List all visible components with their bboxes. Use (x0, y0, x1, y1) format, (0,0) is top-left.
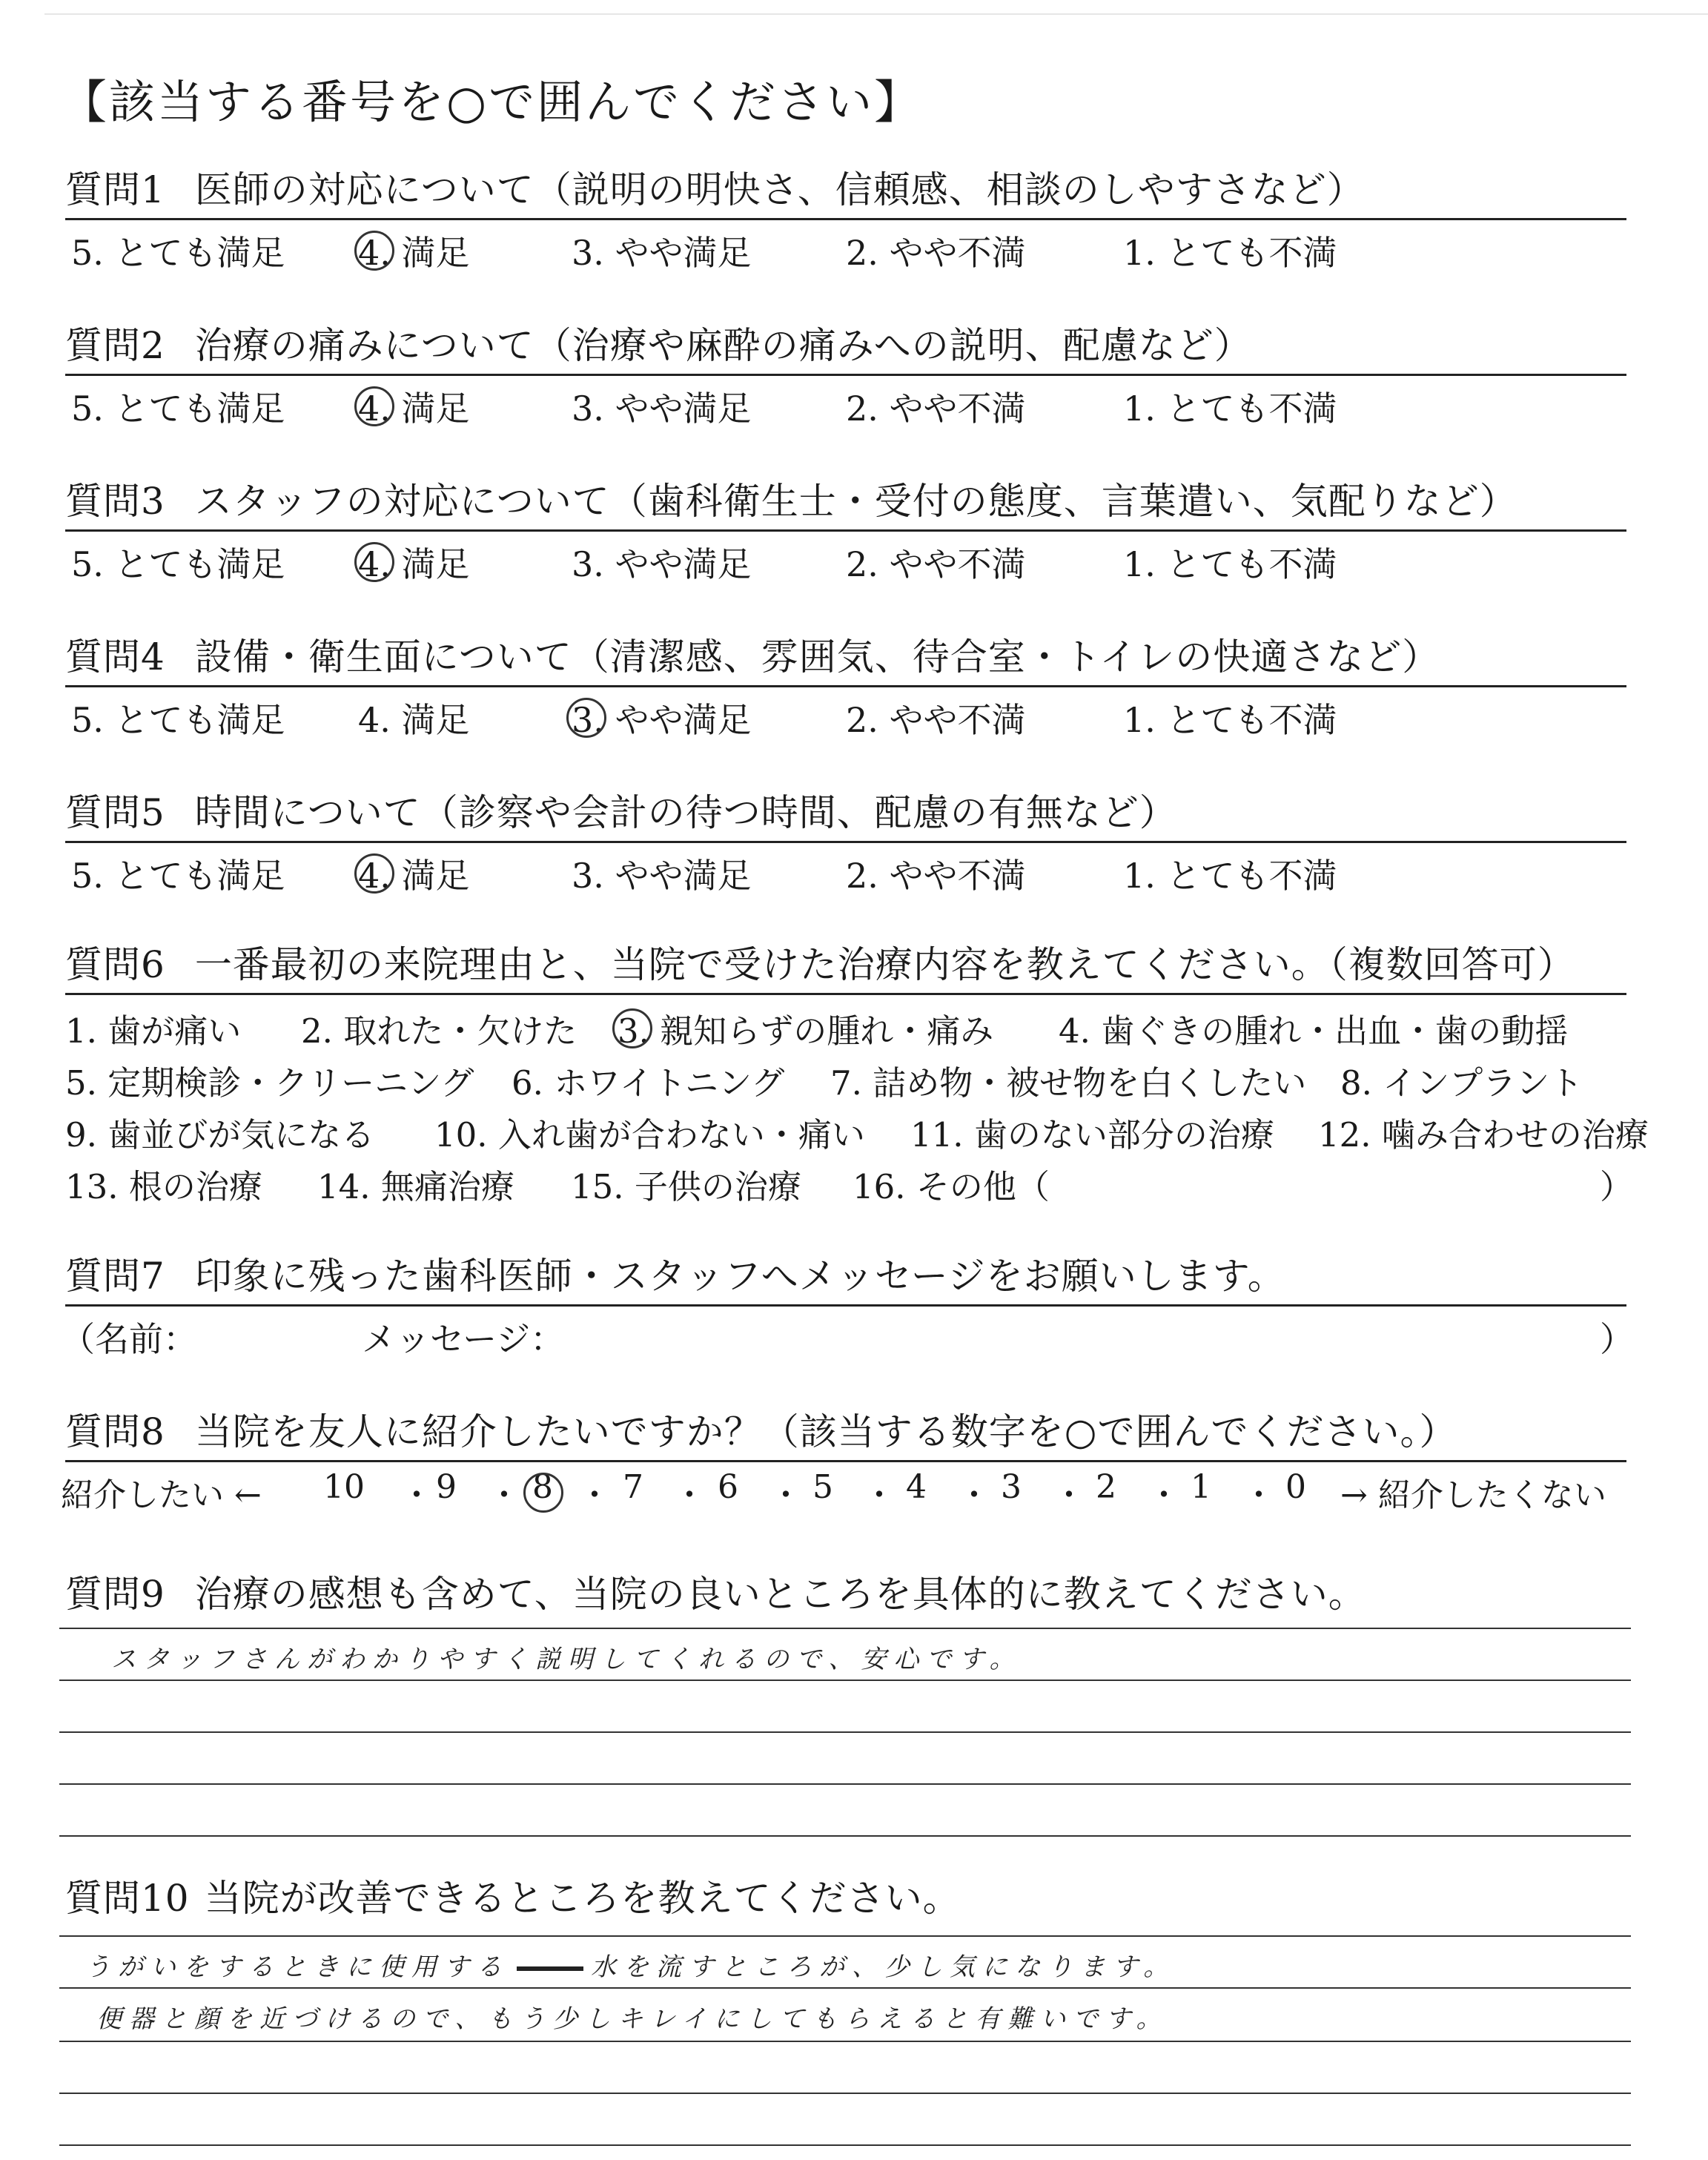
scale-number-10[interactable]: 10 (323, 1467, 365, 1506)
option-5[interactable]: 5. とても満足 (71, 232, 285, 273)
selection-circle (354, 542, 394, 582)
selection-circle (354, 853, 394, 894)
answer-line (59, 2144, 1631, 2146)
selection-circle (354, 231, 394, 271)
scale-dot: ・ (578, 1476, 611, 1514)
question-8-heading (65, 1409, 1626, 1462)
scale-dot: ・ (769, 1476, 802, 1514)
option-5[interactable]: 5. とても満足 (71, 855, 285, 896)
question-6-heading (65, 942, 1626, 995)
scale-dot: ・ (488, 1476, 520, 1514)
question-9 (65, 1565, 1626, 1618)
question-5-heading (65, 790, 1626, 843)
option[interactable]: 3. 親知らずの腫れ・痛み (618, 1011, 994, 1051)
option-1[interactable]: 1. とても不満 (1123, 544, 1337, 584)
question-number: 質問6 (65, 943, 165, 986)
question-number: 質問3 (65, 480, 165, 523)
question-6 (65, 942, 1649, 1210)
question-4-heading (65, 634, 1626, 687)
scale-number-3[interactable]: 3 (1001, 1467, 1022, 1506)
handwritten-answer[interactable]: スタッフさんがわかりやすく説明してくれるので、安心です。 (111, 1645, 1022, 1674)
answer-line (59, 1680, 1631, 1681)
option-5[interactable]: 5. とても満足 (71, 699, 285, 740)
option-2[interactable]: 2. やや不満 (846, 544, 1026, 584)
option[interactable]: 8. インプラント (1340, 1063, 1583, 1103)
option-1[interactable]: 1. とても不満 (1123, 855, 1337, 896)
selection-circle (354, 386, 394, 426)
question-number: 質問10 (65, 1877, 190, 1920)
page-top-rule (44, 13, 1708, 15)
close-paren: ） (1600, 1166, 1634, 1206)
question-text: 一番最初の来院理由と、当院で受けた治療内容を教えてください。（複数回答可） (194, 943, 1575, 986)
scale-dot: ・ (1242, 1476, 1275, 1514)
option[interactable]: 2. 取れた・欠けた (301, 1011, 577, 1051)
option[interactable]: 7. 詰め物・被せ物を白くしたい (830, 1063, 1307, 1103)
scale-dot: ・ (1148, 1476, 1180, 1514)
strikethrough-mark (517, 1966, 583, 1971)
option-4[interactable]: 4. 満足 (358, 699, 470, 740)
scale-number-9[interactable]: 9 (436, 1467, 457, 1506)
question-number: 質問4 (65, 635, 165, 678)
answer-line (59, 2041, 1631, 2042)
message-fields (61, 1307, 1634, 1360)
answer-line (59, 1835, 1631, 1837)
scale-number-5[interactable]: 5 (812, 1467, 833, 1506)
question-text: 医師の対応について（説明の明快さ、信頼感、相談のしやすさなど） (194, 168, 1365, 211)
question-7 (61, 1253, 1634, 1360)
option-2[interactable]: 2. やや不満 (846, 699, 1026, 740)
question-number: 質問9 (65, 1573, 165, 1616)
option[interactable]: 12. 噛み合わせの治療 (1318, 1114, 1649, 1155)
scale-number-0[interactable]: 0 (1285, 1467, 1306, 1506)
scale-number-8[interactable]: 8 (532, 1467, 553, 1506)
option-3[interactable]: 3. やや満足 (572, 388, 752, 429)
rating-options (65, 532, 1626, 585)
question-2 (65, 323, 1626, 429)
option[interactable]: 5. 定期検診・クリーニング (65, 1063, 474, 1103)
question-4 (65, 634, 1626, 741)
rating-options (65, 220, 1626, 274)
option-other[interactable]: 16. その他（ (853, 1166, 1050, 1206)
option-3[interactable]: 3. やや満足 (572, 232, 752, 273)
option-3[interactable]: 3. やや満足 (572, 855, 752, 896)
question-number: 質問7 (65, 1255, 165, 1298)
rating-options (65, 843, 1626, 896)
scale-dot: ・ (1053, 1476, 1085, 1514)
option-5[interactable]: 5. とても満足 (71, 388, 285, 429)
option[interactable]: 14. 無痛治療 (317, 1166, 514, 1206)
option-4[interactable]: 4. 満足 (358, 855, 470, 896)
scale-dot: ・ (400, 1476, 433, 1514)
option-3[interactable]: 3. やや満足 (572, 699, 752, 740)
option-4[interactable]: 4. 満足 (358, 232, 470, 273)
answer-line (59, 1987, 1631, 1989)
option-4[interactable]: 4. 満足 (358, 388, 470, 429)
scale-number-1[interactable]: 1 (1191, 1467, 1211, 1506)
name-field-label[interactable]: （名前： (61, 1318, 197, 1359)
question-2-heading (65, 323, 1626, 376)
option[interactable]: 15. 子供の治療 (571, 1166, 801, 1206)
scale-number-2[interactable]: 2 (1096, 1467, 1116, 1506)
handwritten-text: うがいをするときに使用する (85, 1952, 509, 1982)
answer-line (59, 1783, 1631, 1785)
question-number: 質問8 (65, 1410, 165, 1453)
handwritten-answer-line-2[interactable]: 便器と顔を近づけるので、もう少しキレイにしてもらえると有難いです。 (96, 2004, 1169, 2034)
question-text: 当院が改善できるところを教えてください。 (204, 1877, 961, 1920)
question-3-heading (65, 478, 1626, 532)
question-text: 治療の痛みについて（治療や麻酔の痛みへの説明、配慮など） (194, 324, 1252, 367)
question-text: 設備・衛生面について（清潔感、雰囲気、待合室・トイレの快適さなど） (194, 635, 1440, 678)
question-7-heading (65, 1253, 1626, 1307)
answer-line (59, 1628, 1631, 1629)
answer-line (59, 1731, 1631, 1733)
scale-number-4[interactable]: 4 (906, 1467, 927, 1506)
option-4[interactable]: 4. 満足 (358, 544, 470, 584)
selection-circle (612, 1008, 652, 1048)
answer-line (59, 2093, 1631, 2094)
question-1 (65, 167, 1626, 274)
message-field-label[interactable]: メッセージ： (362, 1318, 565, 1359)
question-5 (65, 790, 1626, 896)
question-number: 質問5 (65, 791, 165, 834)
selection-circle (566, 698, 606, 738)
option-1[interactable]: 1. とても不満 (1123, 699, 1337, 740)
page-title: 【該当する番号を○で囲んでください】 (61, 75, 923, 129)
question-text: スタッフの対応について（歯科衛生士・受付の態度、言葉遣い、気配りなど） (194, 480, 1517, 523)
recommend-scale (61, 1462, 1626, 1516)
question-text: 当院を友人に紹介したいですか？（該当する数字を○で囲んでください。） (194, 1410, 1457, 1453)
selection-circle (523, 1473, 563, 1513)
option[interactable]: 6. ホワイトニング (512, 1063, 785, 1103)
option[interactable]: 10. 入れ歯が合わない・痛い (434, 1114, 865, 1155)
scale-left-label: 紹介したい ← (61, 1476, 262, 1514)
question-8 (61, 1409, 1626, 1516)
option-3[interactable]: 3. やや満足 (572, 544, 752, 584)
question-10 (65, 1869, 1626, 1922)
answer-line (59, 1935, 1631, 1937)
scale-number-7[interactable]: 7 (623, 1467, 643, 1506)
close-paren: ） (1600, 1318, 1634, 1359)
question-9-heading (65, 1565, 1626, 1618)
option-2[interactable]: 2. やや不満 (846, 232, 1026, 273)
scale-dot: ・ (958, 1476, 990, 1514)
question-text: 治療の感想も含めて、当院の良いところを具体的に教えてください。 (194, 1573, 1366, 1616)
option[interactable]: 11. 歯のない部分の治療 (910, 1114, 1274, 1155)
scale-number-6[interactable]: 6 (718, 1467, 738, 1506)
question-text: 印象に残った歯科医師・スタッフへメッセージをお願いします。 (194, 1255, 1285, 1298)
option-5[interactable]: 5. とても満足 (71, 544, 285, 584)
question-text: 時間について（診察や会計の待つ時間、配慮の有無など） (194, 791, 1177, 834)
handwritten-text: 水を流すところが、少し気になります。 (591, 1952, 1176, 1982)
question-1-heading (65, 167, 1626, 220)
question-number: 質問2 (65, 324, 165, 367)
rating-options (65, 687, 1626, 741)
question-3 (65, 478, 1626, 585)
option[interactable]: 4. 歯ぐきの腫れ・出血・歯の動揺 (1059, 1011, 1569, 1051)
scale-right-label: → 紹介したくない (1340, 1476, 1606, 1514)
option-2[interactable]: 2. やや不満 (846, 855, 1026, 896)
reason-options (65, 995, 1649, 1210)
rating-options (65, 376, 1626, 429)
question-10-heading (65, 1869, 1626, 1922)
option-1[interactable]: 1. とても不満 (1123, 232, 1337, 273)
option[interactable]: 1. 歯が痛い (65, 1011, 242, 1051)
scale-dot: ・ (673, 1476, 706, 1514)
scale-dot: ・ (863, 1476, 896, 1514)
option[interactable]: 13. 根の治療 (65, 1166, 262, 1206)
option-1[interactable]: 1. とても不満 (1123, 388, 1337, 429)
handwritten-answer-line-1[interactable] (85, 1946, 1176, 1983)
option[interactable]: 9. 歯並びが気になる (65, 1114, 375, 1155)
question-number: 質問1 (65, 168, 165, 211)
option-2[interactable]: 2. やや不満 (846, 388, 1026, 429)
